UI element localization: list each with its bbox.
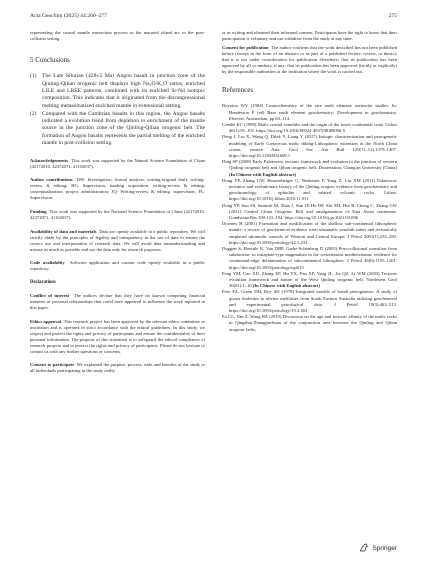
conflict-of-interest: Conflict of interest The authors declare that they have no known competing financial interests or personal relationships that could have appeared to influence the work reported in this paper. xyxy=(30,292,206,310)
consent-for-publication: Consent for publication The author confirms that the work described has not been published before (except in the form of an abstract or as part of a published lecture, review, or thesis); that it is not under consideration for publication elsewhere; that its publication has been approved by all co-authors, if any; that its publication has been approved (tacitly or explicitly) by the responsible authorities at the institution where the work is carried out. xyxy=(222,45,398,75)
data-availability: Availability of data and materials Data are openly available in a public repository. We will strictly abide by the principles of legality and transparency in the use of data to ensure the correct use and interpretation of research data. We will avoid data misunderstanding and misuse as much as possible and use the data only for research purposes. xyxy=(30,228,205,252)
left-intro-text: representing the crustal mantle interaction process in the matured island arc in the post-collision setting. xyxy=(30,30,205,42)
funding: Funding This work was supported by the National Science Foundation of China (42172010, 42372071, 41102037). xyxy=(30,208,206,220)
conclusions-list xyxy=(30,73,205,148)
consent-to-participate: Consent to participate We explained the purpose, process, risks and benefits of the study to all individuals participating in the study orally xyxy=(30,362,205,374)
references-heading: References xyxy=(222,86,254,95)
running-header xyxy=(30,12,397,21)
code-availability: Code availability Software application and custom code openly available in a public repository. xyxy=(30,260,205,272)
publisher-name: Springer xyxy=(372,545,397,552)
right-intro-text: or in writing and obtained their informed consent. Participants have the right to know that their participation is voluntary and can withdraw from the study at any time. xyxy=(222,30,397,42)
conclusion-item-1: (1) The Late Silurian (428±5 Ma) Angou basalt in junction zone of the Qinling-Qilian orogenic belt displays high Na₂O/K₂O ratios, enriched LILE and LREE patterns, combined with its enriched Sr-Nd isotopic composition. This indicates that it originated from the decompressional melting metasomatized enriched mantle in extensional setting. xyxy=(30,73,205,109)
reference-item: Downes H (2001) Formation and modification of the shallow sub-continental lithospheric mantle: a review of geochemical evidence from ultramafic xenolith suites and tectonically emplaced ultramafic massifs of Western and Central Europe. J Petrol 2001(1):233–250. https://doi.org/10.1093/petrology/42.1.233 xyxy=(222,221,397,245)
springer-horse-icon xyxy=(359,543,369,554)
author-contributions: Author contributions DW: Investigation, formal analysis, writing-original draft, writing-review & editing; HG: Supervision, funding acquisition, writing-review & editing, conceptualization, project administration; JQ: Writing-review & editing, supervision; FL: Supervision. xyxy=(30,177,205,201)
reference-item: Fu CL, Yan Z, Wang BZ (2019) Discussion on the age and tectonic affinity of the mafic rocks in Qingshui-Zhangjiachuan of the conjunction area between the Qinling and Qilian orogenic belts. xyxy=(222,314,397,332)
reference-item: Feng YM, Cao XD, Zhang EP, Hu YX, Pan XP, Yang JL, Jia QZ, Li WM (2003) Tectonic evolution framework and nature of the West Qinling orogenic belt. Northwest Geol 36(01):1–10 (In Chinese with English abstract) xyxy=(222,270,397,289)
conclusions-heading: 5 Conclusions xyxy=(30,56,70,65)
reference-item: Boynton WV (1984) Cosmochemistry of the rare earth element: meteorite studies. In: Henderson P (ed) Rare earth element geochemistry: Development in geochemistry. Elsevier, Amsterdam, pp 63–114. xyxy=(222,103,397,121)
reference-item: Dong YP, Zhang GW, Hauzenberger C, Neubauer F, Yang Z, Liu XM (2011) Palaeozoic tectonics and evolutionary history of the Qinling orogen: evidence from geochemistry and geochronology of ophiolite and related volcanic rocks. Lithos. https://doi.org/10.1016/j.lithos.2010.11.011 xyxy=(222,177,397,202)
declarations-heading: Declarations xyxy=(30,279,56,285)
conclusion-item-2: (2) Compared with the Cambrian basalts in this region, the Angou basalts indicated a evolution trend from depletion to enrichment of the mantle source in the junction zone of the Qinling-Qilian orogenic belt. The formation of Angou basalts represents the partial melting of the enriched mantle in post-collision setting. xyxy=(30,110,205,147)
ethics-approval: Ethics approval This research project has been approved by the relevant ethics committee or institution and is operated in strict accordance with the ethical guidelines. In this study, we respect and protect the rights and privacy of participants and ensure the confidentiality of their personal information. The purpose of this statement is to safeguard the ethical compliance of research projects and to protect the rights and privacy of participants. Please do not hesitate to contact us with any further questions or concerns. xyxy=(30,318,206,354)
references-list xyxy=(222,103,397,333)
publisher-logo xyxy=(359,543,397,554)
left-column xyxy=(30,30,205,382)
reference-item: Ding SP (2008) Early Palaeozoic tectonic framework and evolution in the junction of western Qinling orogenic belt and Qilian orogenic belt. Dissertation, Chang'an University (China) (In Chinese with English abstract) xyxy=(222,159,397,177)
reference-item: Duggen S, Hoernle K, Van DBP, Garbe-Schönberg D (2005) Post-collisional transition from subduction- to intraplate-type magmatism in the westernmost mediterranean: evidence for continental-edge delamination of subcontinental lithosphere. J Petrol 46(6):1155–1201. https://doi.org/10.1093/petrology/egi013 xyxy=(222,246,397,270)
journal-citation: Acta Geochim (2025) 44:260–277 xyxy=(30,13,107,19)
acknowledgements: Acknowledgements This work was supported by the Natural Science Foundation of China (42172010, 42372071, 41102037). xyxy=(30,157,205,169)
reference-item: Frey FA, Green DH, Roy SD (1978) Integrated models of basalt petrogenesis: A study of quartz tholeiites to olivine melilitites from South Eastern Australia utilizing geochemical and experimental petrological data. J Petrol 19(3):463–513. https://doi.org/10.1093/petrology/19.3.463 xyxy=(222,289,397,314)
reference-item: Deng J, Liu X, Wang Q, Dilek Y, Liang Y (2017) Isotopic characterization and petrogenetic modeling of Early Cretaceous mafic diking-Lithospheric extension in the North China craton, eastern Asia. Geol Soc Am Bull 129(11–12):1379–1407. https://doi.org/10.1130/B31609.1 xyxy=(222,134,397,158)
reference-item: Condie KC (1999) Mafic crustal xenoliths and the origin of the lower continental crust. Lithos 46(1):95–101. https://doi.org/10.1016/S0024-4937(98)00056-5 xyxy=(222,121,397,134)
right-column xyxy=(222,30,397,333)
page-number: 275 xyxy=(388,13,397,19)
reference-item: Dong YP, Sun SS, Santosh M, Zhao J, Sun JP, He DF, Shi XH, Hui B, Cheng C, Zhang GW (2021) Central China Orogenic Belt and amalgamation of East Asian continents. Gondwana Res 100:131–194. https://doi.org/10.1016/j.gr.2021.03.006 xyxy=(222,202,397,220)
